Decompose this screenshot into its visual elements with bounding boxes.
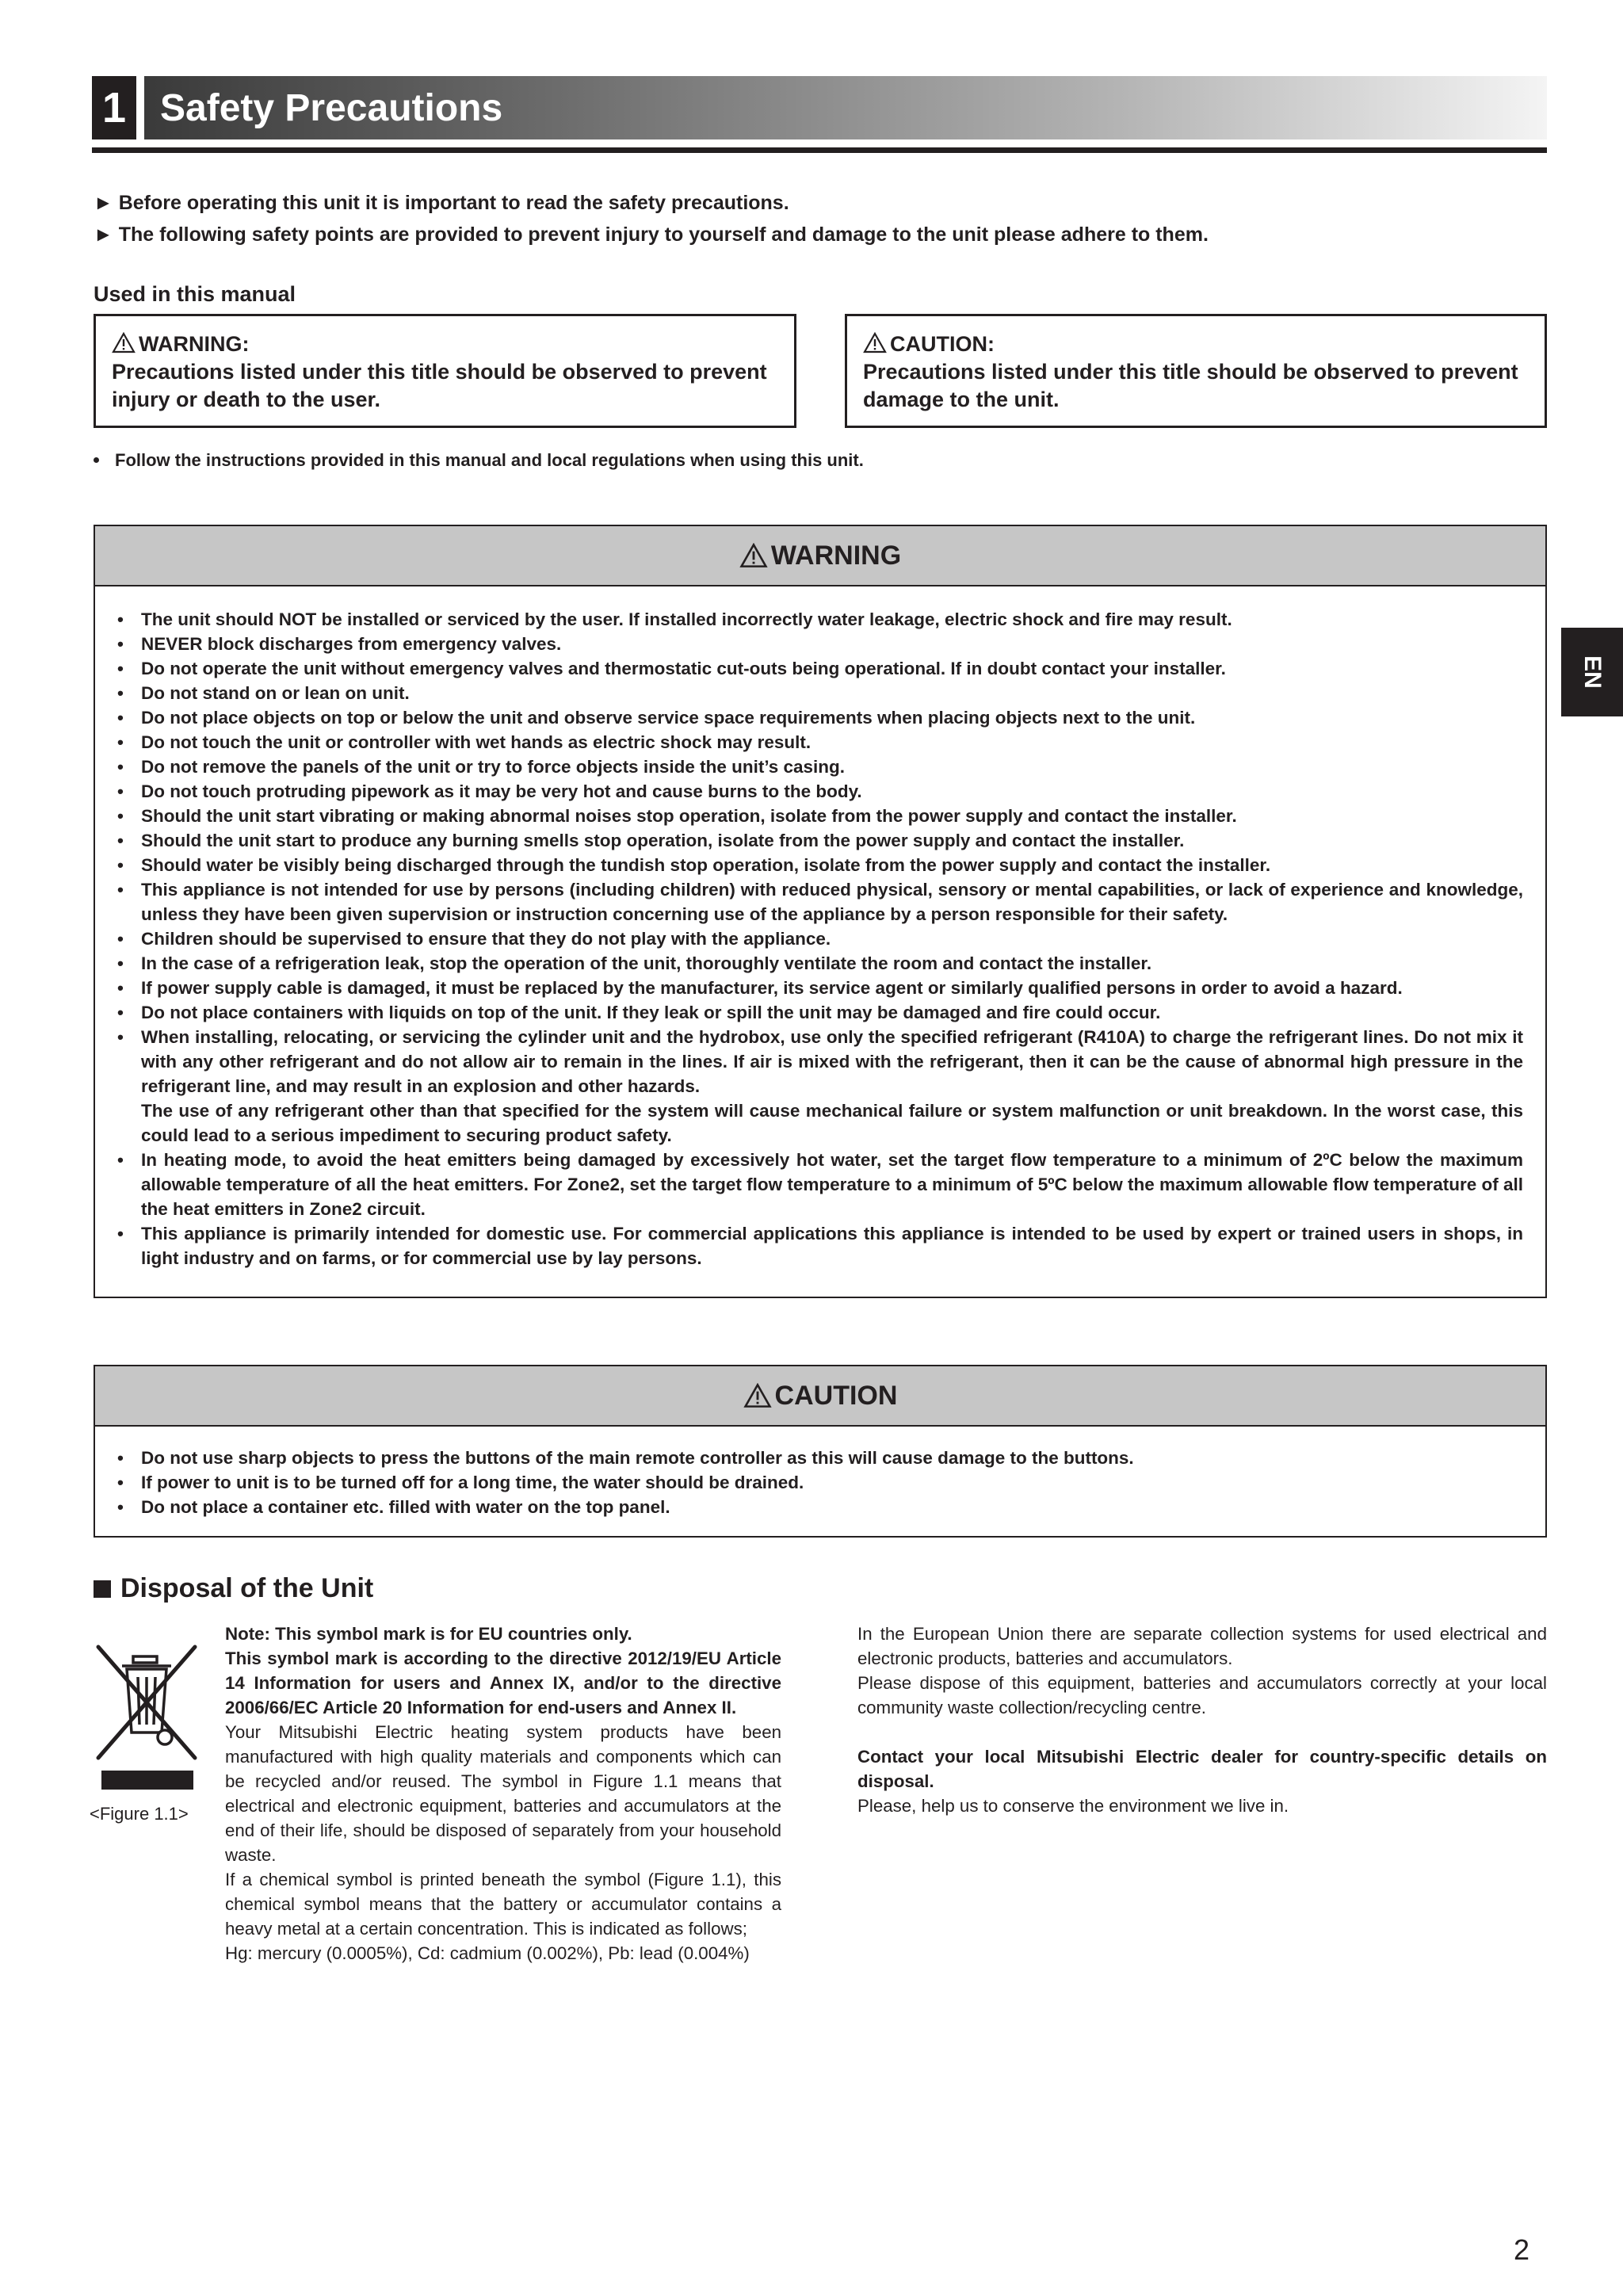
list-item: • Do not stand on or lean on unit. bbox=[117, 681, 1523, 705]
caution-panel-title: CAUTION bbox=[774, 1380, 898, 1411]
list-item: • This appliance is not intended for use by persons (including children) with reduced physical, sensory or mental capabilities, or lack of experience and knowledge, unless they have been given supervision or instruction concerning use of the appliance by a person responsible for their safety. bbox=[117, 877, 1523, 926]
header-rule bbox=[92, 147, 1547, 153]
weee-crossed-bin-icon bbox=[92, 1639, 203, 1791]
section-number: 1 bbox=[92, 76, 136, 139]
warning-legend-label: WARNING: bbox=[139, 332, 250, 356]
language-tab: EN bbox=[1561, 628, 1623, 716]
list-item: • Do not remove the panels of the unit or try to force objects inside the unit’s casing. bbox=[117, 755, 1523, 779]
follow-note: Follow the instructions provided in this manual and local regulations when using this unit. bbox=[94, 450, 864, 471]
intro-line-2: ► The following safety points are provided to prevent injury to yourself and damage to the unit please adhere to them. bbox=[94, 223, 1209, 246]
caution-legend-text: Precautions listed under this title should be observed to prevent damage to the unit. bbox=[863, 360, 1518, 411]
eu-note: Note: This symbol mark is for EU countries only. bbox=[225, 1624, 632, 1644]
caution-legend-box bbox=[845, 314, 1547, 428]
list-item: • Do not touch protruding pipework as it may be very hot and cause burns to the body. bbox=[117, 779, 1523, 804]
refrigerant-note: The use of any refrigerant other than that specified for the system will cause mechanical failure or system malfunction or unit breakdown. In the worst case, this could lead to a serious impediment to securing product safety. bbox=[141, 1101, 1523, 1145]
caution-legend-label: CAUTION: bbox=[890, 332, 995, 356]
intro-line-1: ► Before operating this unit it is important to read the safety precautions. bbox=[94, 192, 789, 214]
list-item: • If power supply cable is damaged, it must be replaced by the manufacturer, its service agent or similarly qualified persons in order to avoid a hazard. bbox=[117, 976, 1523, 1000]
warning-list bbox=[95, 586, 1545, 1270]
list-item: • Do not place a container etc. filled with water on the top panel. bbox=[117, 1495, 1523, 1519]
list-item: • Should the unit start vibrating or making abnormal noises stop operation, isolate from the power supply and contact the installer. bbox=[117, 804, 1523, 828]
bullet-icon bbox=[94, 457, 99, 463]
list-item: • Children should be supervised to ensure that they do not play with the appliance. bbox=[117, 926, 1523, 951]
dealer-contact-note: Contact your local Mitsubishi Electric dealer for country-specific details on disposal. bbox=[857, 1747, 1547, 1791]
caution-list bbox=[95, 1427, 1545, 1519]
warning-panel-header bbox=[95, 526, 1545, 586]
square-bullet-icon bbox=[94, 1580, 111, 1598]
warning-panel bbox=[94, 525, 1547, 1298]
warning-panel-title: WARNING bbox=[770, 540, 902, 571]
section-header bbox=[92, 76, 1547, 139]
list-item: • Should water be visibly being discharged through the tundish stop operation, isolate from the power supply and contact the installer. bbox=[117, 853, 1523, 877]
caution-panel-header bbox=[95, 1366, 1545, 1427]
recycling-paragraph: Your Mitsubishi Electric heating system products have been manufactured with high quality materials and components which can be recycled and/or reused. The symbol in Figure 1.1 means that electrical and electronic equipment, batteries and accumulators at the end of their life, should be disposed of separately from your household waste. bbox=[225, 1722, 781, 1865]
legend-heading: Used in this manual bbox=[94, 282, 296, 306]
figure-caption: <Figure 1.1> bbox=[90, 1804, 189, 1824]
dispose-paragraph: Please dispose of this equipment, batteries and accumulators correctly at your local community waste collection/recycling centre. bbox=[857, 1673, 1547, 1717]
heavy-metal-list: Hg: mercury (0.0005%), Cd: cadmium (0.002%), Pb: lead (0.004%) bbox=[225, 1943, 750, 1963]
list-item: • Do not place containers with liquids on top of the unit. If they leak or spill the unit may be damaged and fire could occur. bbox=[117, 1000, 1523, 1025]
disposal-heading: Disposal of the Unit bbox=[94, 1573, 373, 1604]
environment-note: Please, help us to conserve the environment we live in. bbox=[857, 1796, 1289, 1816]
list-item: • Should the unit start to produce any burning smells stop operation, isolate from the power supply and contact the installer. bbox=[117, 828, 1523, 853]
list-item: • When installing, relocating, or servicing the cylinder unit and the hydrobox, use only the specified refrigerant (R410A) to charge the refrigerant lines. Do not mix it with any other refrigerant and do not allow air to remain in the lines. If air is mixed with the refrigerant, then it can be the cause of abnormal high pressure in the refrigerant line, and may result in an explosion and other hazards. The use of any refrigerant other than that specified for the system will cause mechanical failure or system malfunction or unit breakdown. In the worst case, this could lead to a serious impediment to securing product safety. bbox=[117, 1025, 1523, 1148]
warning-triangle-icon bbox=[739, 543, 768, 568]
caution-triangle-icon bbox=[743, 1383, 772, 1408]
list-item: • In heating mode, to avoid the heat emitters being damaged by excessively hot water, set the target flow temperature to a minimum of 2ºC below the maximum allowable temperature of all the heat emitters. For Zone2, set the target flow temperature to a minimum of 5ºC below the maximum allowable flow temperature of all the heat emitters in Zone2 circuit. bbox=[117, 1148, 1523, 1221]
list-item: • Do not use sharp objects to press the buttons of the main remote controller as this will cause damage to the buttons. bbox=[117, 1446, 1523, 1470]
arrow-icon: ► bbox=[94, 223, 113, 246]
page-title: Safety Precautions bbox=[144, 76, 1547, 139]
list-item: • In the case of a refrigeration leak, stop the operation of the unit, thoroughly ventilate the room and contact the installer. bbox=[117, 951, 1523, 976]
disposal-right-column bbox=[857, 1622, 1547, 1818]
eu-collection-paragraph: In the European Union there are separate collection systems for used electrical and electronic products, batteries and accumulators. bbox=[857, 1624, 1547, 1668]
directive-text: This symbol mark is according to the directive 2012/19/EU Article 14 Information for users and Annex IX, and/or to the directive 2006/66/EC Article 20 Information for end-users and Annex II. bbox=[225, 1648, 781, 1717]
list-item: • The unit should NOT be installed or serviced by the user. If installed incorrectly water leakage, electric shock and fire may result. bbox=[117, 607, 1523, 632]
page-number: 2 bbox=[1514, 2233, 1530, 2266]
list-item: • Do not place objects on top or below the unit and observe service space requirements when placing objects next to the unit. bbox=[117, 705, 1523, 730]
list-item: • Do not touch the unit or controller with wet hands as electric shock may result. bbox=[117, 730, 1523, 755]
list-item: • This appliance is primarily intended for domestic use. For commercial applications this appliance is intended to be used by expert or trained users in shops, in light industry and on farms, or for commercial use by lay persons. bbox=[117, 1221, 1523, 1270]
warning-legend-text: Precautions listed under this title should be observed to prevent injury or death to the user. bbox=[112, 360, 767, 411]
list-item: • If power to unit is to be turned off for a long time, the water should be drained. bbox=[117, 1470, 1523, 1495]
arrow-icon: ► bbox=[94, 192, 113, 214]
disposal-left-column bbox=[225, 1622, 781, 1966]
list-item: • Do not operate the unit without emergency valves and thermostatic cut-outs being operational. If in doubt contact your installer. bbox=[117, 656, 1523, 681]
chemical-symbol-paragraph: If a chemical symbol is printed beneath the symbol (Figure 1.1), this chemical symbol means that the battery or accumulator contains a heavy metal at a certain concentration. This is indicated as follows; bbox=[225, 1870, 781, 1939]
caution-panel bbox=[94, 1365, 1547, 1538]
caution-triangle-icon bbox=[863, 332, 887, 353]
list-item: • NEVER block discharges from emergency valves. bbox=[117, 632, 1523, 656]
warning-legend-box bbox=[94, 314, 796, 428]
warning-triangle-icon bbox=[112, 332, 136, 353]
